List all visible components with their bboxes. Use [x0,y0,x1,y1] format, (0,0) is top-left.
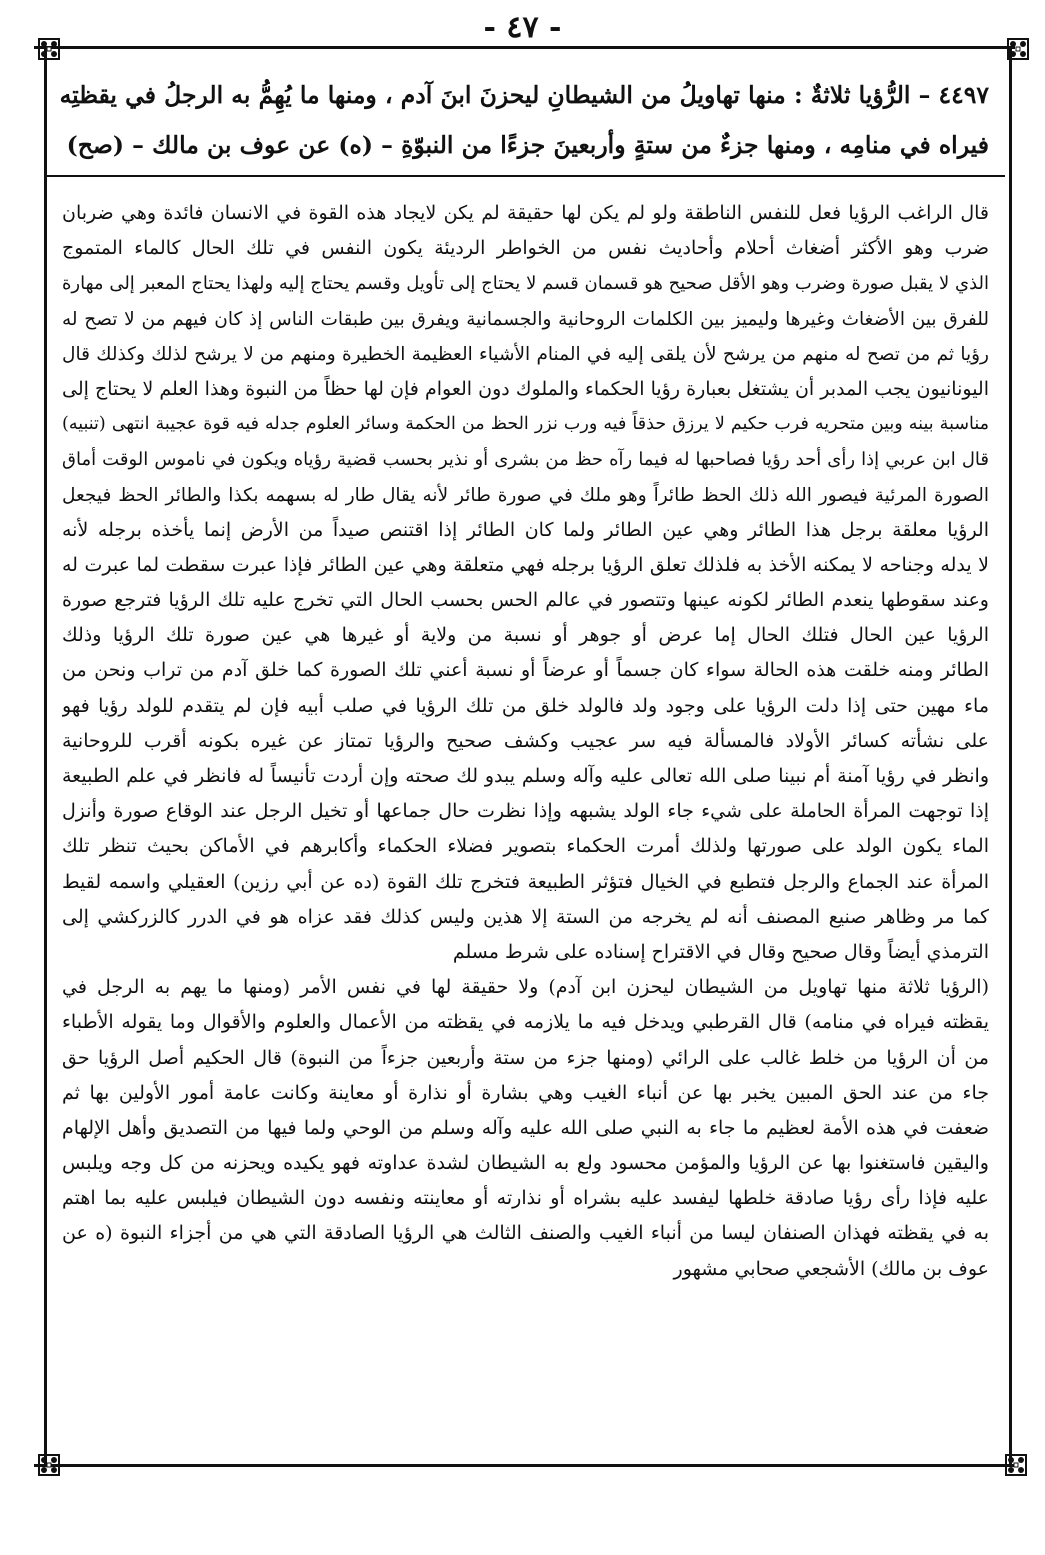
commentary-line: (الرؤيا ثلاثة منها تهاويل من الشيطان ليحزن ابن آدم) ولا حقيقة لها في نفس الأمر (ومنها ما يهم به الرجل في [62,976,989,999]
commentary-line: من أن الرؤيا من خلط غالب على الرائي (ومنها جزء من ستة وأربعين جزءاً من النبوة) قال الحكيم أصل الرؤيا حق [62,1046,989,1069]
commentary-line: ضعفت في هذه الأمة لعظيم ما جاء به النبي صلى الله عليه وآله وسلم من الوحي ولما فيها من التصديق وأهل الإلهام [62,1116,989,1139]
commentary-line: لا يدله وجناحه لا يمكنه الأخذ به فلذلك تعلق الرؤيا برجله فهي متعلقة وهي عين الطائر فإذا عبرت سقطت لما عبرت له [62,553,989,576]
commentary-line: به في يقظته فهذان الصنفان ليسا من أنباء الغيب والصنف الثالث هي الرؤيا الصادقة التي هي من أجزاء النبوة (ه عن [62,1222,989,1245]
section-divider [44,175,1005,177]
frame-right-rule [1009,46,1012,1464]
commentary-line: الذي لا يقبل صورة وضرب وهو الأقل صحيح هو قسمان قسم لا يحتاج إلى تأويل وقسم يحتاج إليه ولهذا يحتاج المعبر إلى مهارة [62,273,989,295]
commentary-line: جاء من عند الحق المبين يخبر بها عن أنباء الغيب وهي بشارة أو نذارة أو معاينة وكانت عامة أمور الأولين بها ثم [62,1081,989,1104]
commentary-line: للفرق بين الأضغاث وغيرها وليميز بين الكلمات الروحانية والجسمانية ويفرق بين طبقات الناس إذ كان فيهم من لا تصح له [62,308,989,330]
commentary-line: عوف بن مالك) الأشجعي صحابي مشهور [673,1257,989,1280]
commentary-line: الرؤيا عين الحال فتلك الحال إما عرض أو جوهر أو نسبة من ولاية أو غيرها هي عين صورة تلك الرؤيا وذلك [62,624,989,647]
commentary-text [62,196,989,1456]
frame-top-rule [34,46,1015,49]
commentary-line: وانظر في رؤيا آمنة أم نبينا صلى الله تعالى عليه وآله وسلم يبدو لك صحته وإن أردت تأنيساً له فانظر في علم الطبيعة [62,765,989,787]
commentary-line: رؤيا ثم من تصح له منهم من يرشح لأن يلقى إليه في المنام الأشياء العظيمة الخطيرة ومنهم من لا يرشح لذلك وكذلك قال [62,343,989,365]
commentary-line: على نشأته كسائر الأولاد فالمسألة فيه سر عجيب وكشف صحيح والرؤيا تمتاز عن غيره بكونه أقرب للروحانية [62,729,989,752]
corner-ornament-icon [1003,1452,1029,1478]
corner-ornament-icon [36,36,62,62]
commentary-line: الصورة المرئية فيصور الله ذلك الحظ طائراً وهو ملك في صورة طائر لأنه يقال طار له بسهمه بكذا والطائر الحظ فيجعل [62,484,989,506]
commentary-line: مناسبة بينه وبين متحريه فرب حكيم لا يرزق حذقاً فيه ورب نزر الحظ من الحكمة وسائر العلوم جدله فيه قوة عجيبة انتهى (تنبيه) [62,414,989,435]
corner-ornament-icon [1005,36,1031,62]
corner-ornament-icon [36,1452,62,1478]
page-number: - ٤٧ - [483,10,562,45]
commentary-line: يقظته فيراه في منامه) قال القرطبي ويدخل فيه ما يلازمه في يقظته من الأعمال والعلوم والأقوال وما يقوله الأطباء [62,1011,989,1034]
commentary-line: واليقين فاستغنوا بها عن الرؤيا والمؤمن محسود ولع به الشيطان لشدة عداوته فهو يكيده ويحزنه من كل وجه ويلبس [62,1152,989,1175]
commentary-line: وعند سقوطها ينعدم الطائر لكونه عينها وتتصور في عالم الحس بحسب الحال التي تخرج عليه تلك الرؤيا فترجع صورة [62,589,989,612]
frame-bottom-rule [34,1464,1015,1467]
frame-left-rule [44,46,47,1464]
commentary-line: ماء مهين حتى إذا دلت الرؤيا على وجود ولد فالولد خلق من تلك الرؤيا في صلب أبيه فإن لم يتقدم للولد رؤيا فهو [62,694,989,717]
commentary-line: قال ابن عربي إذا رأى أحد رؤيا فصاحبها له فيما رآه حظ من بشرى أو نذير بحسب قضية رؤياه ويكون في ناموس الوقت أماق [62,449,989,471]
commentary-line: الماء يكون الولد على صورتها ولذلك أمرت الحكماء بتصوير فضلاء الحكماء وأكابرهم في الأماكن بحيث تنظر تلك [62,835,989,858]
hadith-line: ٤٤٩٧ – الرُّؤيا ثلاثةٌ : منها تهاويلُ من الشيطانِ ليحزنَ ابنَ آدم ، ومنها ما يُهِمُّ به الرجلُ في يقظتِه [59,81,989,109]
commentary-line: كما مر وظاهر صنيع المصنف أنه لم يخرجه من الستة إلا هذين وليس كذلك فقد عزاه هو في الدرر كالزركشي إلى [62,905,989,928]
commentary-line: المرأة عند الجماع والرجل فتطبع في الخيال فتؤثر الطبيعة فتخرج تلك القوة (ده عن أبي رزين) العقيلي واسمه لقيط [62,870,989,893]
commentary-line: إذا توجهت المرأة الحاملة على شيء جاء الولد يشبهه وإذا نظرت حال جماعها أو تخيل الرجل عند الوقاع صورة وأنزل [62,800,989,823]
commentary-line: الرؤيا معلقة برجل هذا الطائر وهي عين الطائر ولما كان الطائر إذا اقتنص صيداً من الأرض إنما يأخذه برجله لأنه [62,518,989,541]
commentary-line: الطائر ومنه خلقت هذه الحالة سواء كان جسماً أو عرضاً أو نسبة أعني تلك الصورة كما خلق آدم من تراب ونحن من [62,659,989,682]
hadith-line: فيراه في منامِه ، ومنها جزءٌ من ستةٍ وأربعينَ جزءًا من النبوّةِ – (ه) عن عوف بن مالك – (صح) [66,131,989,159]
commentary-line: الترمذي أيضاً وقال صحيح وقال في الاقتراح إسناده على شرط مسلم [452,940,989,963]
commentary-line: اليونانيون يجب المدبر أن يشتغل بعبارة رؤيا الحكماء والملوك دون العوام فإن لها حظاً من النبوة وهذا العلم لا يحتاج إلى [62,377,989,400]
commentary-line: قال الراغب الرؤيا فعل للنفس الناطقة ولو لم يكن لها حقيقة لم يكن لايجاد هذه القوة في الانسان فائدة وهي ضربان [62,202,989,224]
commentary-line: عليه فإذا رأى رؤيا صادقة خلطها ليفسد عليه بشراه أو نذارته أو معاينته ونفسه دون الشيطان فيلبس عليه بما اهتم [62,1187,989,1210]
hadith-text [60,70,989,170]
commentary-line: ضرب وهو الأكثر أضغاث أحلام وأحاديث نفس من الخواطر الرديئة يكون النفس في تلك الحال كالماء المتموج [62,237,989,260]
